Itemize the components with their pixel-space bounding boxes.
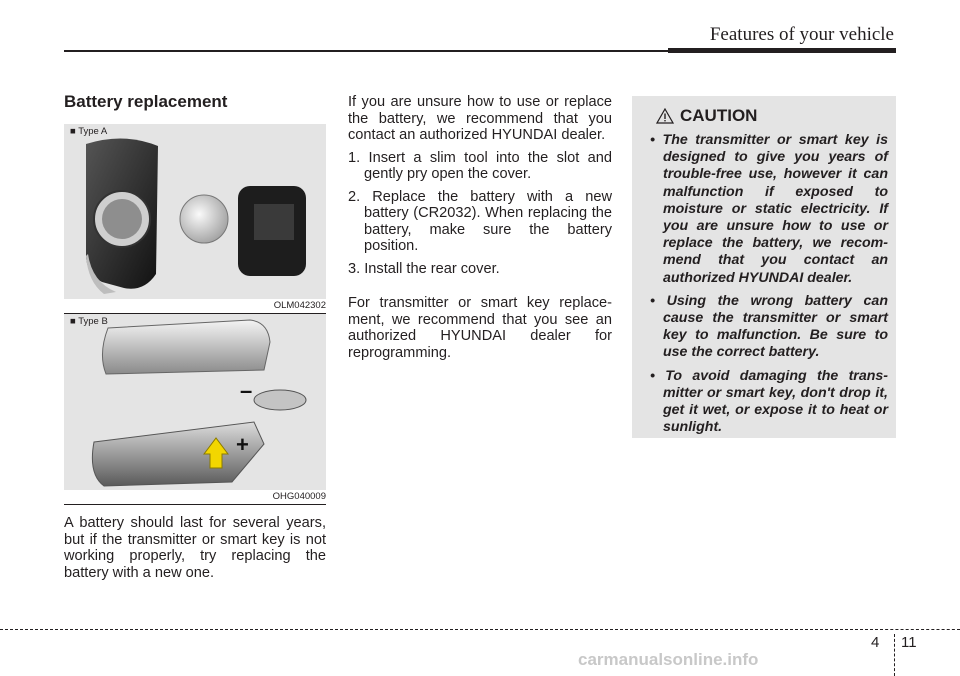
middle-column (348, 94, 612, 361)
caution-list (650, 132, 888, 436)
figure-type-label: ■ Type A (70, 126, 108, 137)
plus-sign: + (236, 432, 249, 457)
figure-type-a (64, 124, 326, 299)
step-item: 2. Replace the battery with a new battery (CR2032). When replacing the battery, make sure the battery position. (348, 188, 612, 254)
warning-triangle-icon (656, 108, 674, 124)
header-rule (64, 50, 668, 52)
figure-type-label: ■ Type B (70, 316, 108, 327)
watermark: carmanualsonline.info (578, 650, 759, 669)
caution-box (632, 96, 896, 438)
figure-type-b (64, 314, 326, 490)
minus-sign: – (240, 378, 253, 403)
step-item: 1. Insert a slim tool into the slot and gently pry open the cover. (348, 149, 612, 182)
footer-dashed-rule-right (880, 629, 960, 630)
header-rule-thick (668, 48, 896, 53)
page-number: 11 (901, 634, 917, 651)
steps-list (348, 150, 612, 278)
caution-item: • To avoid damaging the trans-mitter or smart key, don't drop it, get it wet, or expose it to heat or sunlight. (650, 367, 888, 436)
caution-title: CAUTION (680, 106, 758, 125)
footer-divider (894, 634, 895, 676)
key-type-a-illustration (64, 124, 326, 299)
figure-code-bar (64, 299, 326, 314)
section-heading: Battery replacement (64, 92, 228, 111)
figure-code-bar (64, 490, 326, 505)
reprogram-paragraph: For transmitter or smart key replace-ment, we recommend that you see an authorized HYUNDAI dealer for reprogramming. (348, 295, 612, 361)
left-column (64, 92, 326, 581)
unsure-paragraph: If you are unsure how to use or replace the battery, we recommend that you contact an authorized HYUNDAI dealer. (348, 94, 612, 143)
intro-paragraph: A battery should last for several years, but if the transmitter or smart key is not working properly, try replacing the battery with a new one. (64, 515, 326, 581)
key-type-b-illustration (64, 314, 326, 490)
step-item: 3. Install the rear cover. (348, 260, 500, 277)
figure-code: OHG040009 (272, 491, 326, 502)
figure-code: OLM042302 (273, 300, 326, 311)
footer-dashed-rule (0, 629, 878, 630)
page-header-title: Features of your vehicle (709, 24, 894, 45)
caution-item: • Using the wrong battery can cause the transmitter or smart key to malfunction. Be sure to use the correct battery. (650, 292, 888, 361)
chapter-number: 4 (871, 634, 880, 651)
caution-header (656, 106, 888, 126)
caution-item: • The transmitter or smart key is designed to give you years of trouble-free use, however it can malfunction if exposed to moisture or static electricity. If you are unsure how to use or replace the battery, we recom-mend that you contact an authorized HYUNDAI dealer. (650, 132, 888, 286)
